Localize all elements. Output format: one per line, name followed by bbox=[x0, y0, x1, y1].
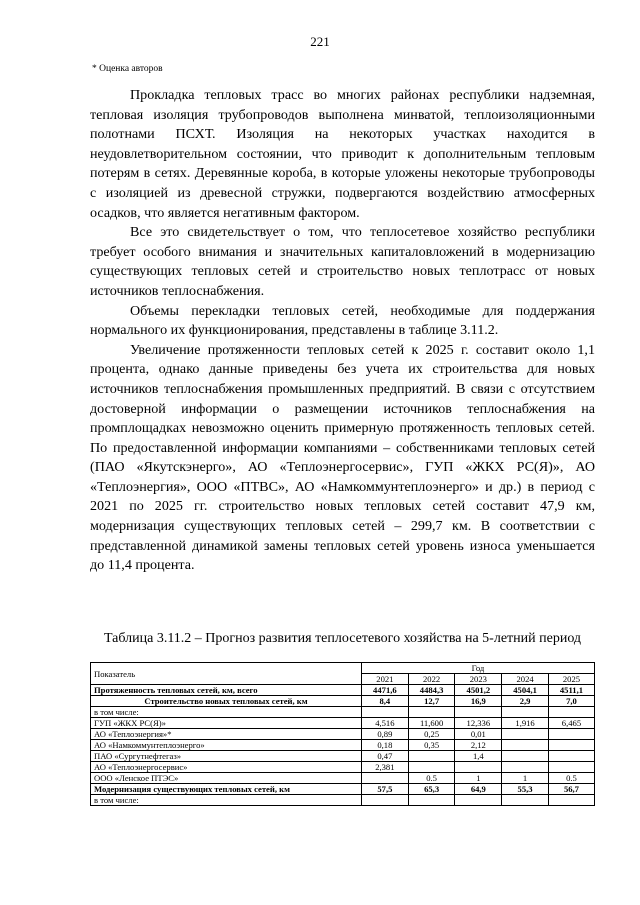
row-value bbox=[502, 751, 549, 762]
row-value bbox=[455, 707, 502, 718]
year-cell: 2021 bbox=[362, 674, 409, 685]
row-value bbox=[362, 795, 409, 806]
row-label: АО «Намкоммунтеплоэнерго» bbox=[91, 740, 362, 751]
row-value bbox=[502, 740, 549, 751]
row-value bbox=[455, 762, 502, 773]
paragraph: Увеличение протяженности тепловых сетей к 2025 г. составит около 1,1 процента, однако данные приведены без учета их строительства для новых источников теплоснабжения промышленных предприятий. В связи с отсутствием достоверной информации о размещении источников теплоснабжения на промплощадках невозможно оценить примерную протяженность тепловых сетей. По предоставленной информации компаниями – собственниками тепловых сетей (ПАО «Якутскэнерго», АО «Теплоэнергосервис», ГУП «ЖКХ РС(Я)», АО «Теплоэнергия», ООО «ПТВС», АО «Намкоммунтеплоэнерго» и др.) в период с 2021 по 2025 гг. строительство новых тепловых сетей составит 47,9 км, модернизация существующих тепловых сетей – 299,7 км. В соответствии с представленной динамикой замены тепловых сетей уровень износа уменьшается до 11,4 процента. bbox=[90, 341, 595, 574]
table-row bbox=[91, 784, 595, 795]
row-value: 0,01 bbox=[455, 729, 502, 740]
page-number: 221 bbox=[310, 34, 330, 49]
row-value bbox=[502, 707, 549, 718]
table-row bbox=[91, 718, 595, 729]
row-value bbox=[408, 707, 455, 718]
row-value: 0.5 bbox=[408, 773, 455, 784]
body-text bbox=[90, 86, 595, 576]
table-header-row bbox=[91, 663, 595, 674]
row-value: 4501,2 bbox=[455, 685, 502, 696]
paragraph: Все это свидетельствует о том, что теплосетевое хозяйство республики требует особого внимания и значительных капиталовложений в модернизацию существующих тепловых сетей и строительство новых теплотрасс от новых источников теплоснабжения. bbox=[90, 224, 595, 299]
row-value: 2,12 bbox=[455, 740, 502, 751]
row-label: Строительство новых тепловых сетей, км bbox=[91, 696, 362, 707]
row-value bbox=[408, 762, 455, 773]
paragraph: Объемы перекладки тепловых сетей, необходимые для поддержания нормального их функционирования, представлены в таблице 3.11.2. bbox=[90, 302, 595, 339]
table-row bbox=[91, 795, 595, 806]
row-value: 12,7 bbox=[408, 696, 455, 707]
row-value: 0,18 bbox=[362, 740, 409, 751]
row-value: 0.5 bbox=[548, 773, 594, 784]
row-value bbox=[502, 729, 549, 740]
row-value bbox=[408, 751, 455, 762]
row-value bbox=[502, 762, 549, 773]
row-value: 2,381 bbox=[362, 762, 409, 773]
row-value bbox=[548, 762, 594, 773]
row-value: 2,9 bbox=[502, 696, 549, 707]
row-value bbox=[548, 729, 594, 740]
row-value: 0,25 bbox=[408, 729, 455, 740]
row-value: 8,4 bbox=[362, 696, 409, 707]
table-row bbox=[91, 729, 595, 740]
row-value: 0,47 bbox=[362, 751, 409, 762]
row-value: 4511,1 bbox=[548, 685, 594, 696]
row-label: ГУП «ЖКХ РС(Я)» bbox=[91, 718, 362, 729]
row-value: 1,4 bbox=[455, 751, 502, 762]
row-value: 0,35 bbox=[408, 740, 455, 751]
row-value bbox=[548, 707, 594, 718]
year-cell: 2025 bbox=[548, 674, 594, 685]
row-label: Модернизация существующих тепловых сетей, км bbox=[91, 784, 362, 795]
row-value: 1 bbox=[502, 773, 549, 784]
table-caption: Таблица 3.11.2 – Прогноз развития теплосетевого хозяйства на 5-летний период bbox=[103, 631, 582, 646]
row-value: 7,0 bbox=[548, 696, 594, 707]
row-value: 57,5 bbox=[362, 784, 409, 795]
row-label: АО «Теплоэнергия»* bbox=[91, 729, 362, 740]
row-value bbox=[548, 795, 594, 806]
year-cell: 2023 bbox=[455, 674, 502, 685]
row-label: ПАО «Сургутнефтегаз» bbox=[91, 751, 362, 762]
table-row bbox=[91, 762, 595, 773]
paragraph: Прокладка тепловых трасс во многих районах республики надземная, тепловая изоляция трубопроводов выполнена минватой, теплоизоляционными полотнами ПСХТ. Изоляция на некоторых участках находится в неудовлетворительном состоянии, что приводит к дополнительным тепловым потерям в сетях. Деревянные короба, в которые уложены некоторые трубопроводы с изоляцией из древесной стружки, подвергаются воздействию атмосферных осадков, что является негативным фактором. bbox=[90, 87, 595, 221]
row-value bbox=[502, 795, 549, 806]
table-row bbox=[91, 773, 595, 784]
row-value bbox=[362, 773, 409, 784]
row-value: 4484,3 bbox=[408, 685, 455, 696]
table-row bbox=[91, 751, 595, 762]
footnote: * Оценка авторов bbox=[92, 64, 163, 74]
row-label: АО «Теплоэнергосервис» bbox=[91, 762, 362, 773]
row-value: 55,3 bbox=[502, 784, 549, 795]
row-value: 56,7 bbox=[548, 784, 594, 795]
row-label: ООО «Ленское ПТЭС» bbox=[91, 773, 362, 784]
row-value: 65,3 bbox=[408, 784, 455, 795]
table-row bbox=[91, 696, 595, 707]
row-value: 0,89 bbox=[362, 729, 409, 740]
row-label: в том числе: bbox=[91, 707, 362, 718]
row-value: 1,916 bbox=[502, 718, 549, 729]
row-value: 6,465 bbox=[548, 718, 594, 729]
table-row bbox=[91, 685, 595, 696]
row-value bbox=[362, 707, 409, 718]
row-label: в том числе: bbox=[91, 795, 362, 806]
header-indicator: Показатель bbox=[91, 663, 362, 685]
row-value: 1 bbox=[455, 773, 502, 784]
row-value: 4471,6 bbox=[362, 685, 409, 696]
row-value: 12,336 bbox=[455, 718, 502, 729]
row-value: 64,9 bbox=[455, 784, 502, 795]
row-value: 4504,1 bbox=[502, 685, 549, 696]
row-value bbox=[408, 795, 455, 806]
year-cell: 2022 bbox=[408, 674, 455, 685]
row-value: 4,516 bbox=[362, 718, 409, 729]
forecast-table bbox=[90, 662, 595, 806]
header-year: Год bbox=[362, 663, 595, 674]
table-row bbox=[91, 707, 595, 718]
table-row bbox=[91, 740, 595, 751]
row-value bbox=[548, 751, 594, 762]
row-value: 11,600 bbox=[408, 718, 455, 729]
row-value bbox=[455, 795, 502, 806]
year-cell: 2024 bbox=[502, 674, 549, 685]
row-value: 16,9 bbox=[455, 696, 502, 707]
row-value bbox=[548, 740, 594, 751]
row-label: Протяженность тепловых сетей, км, всего bbox=[91, 685, 362, 696]
